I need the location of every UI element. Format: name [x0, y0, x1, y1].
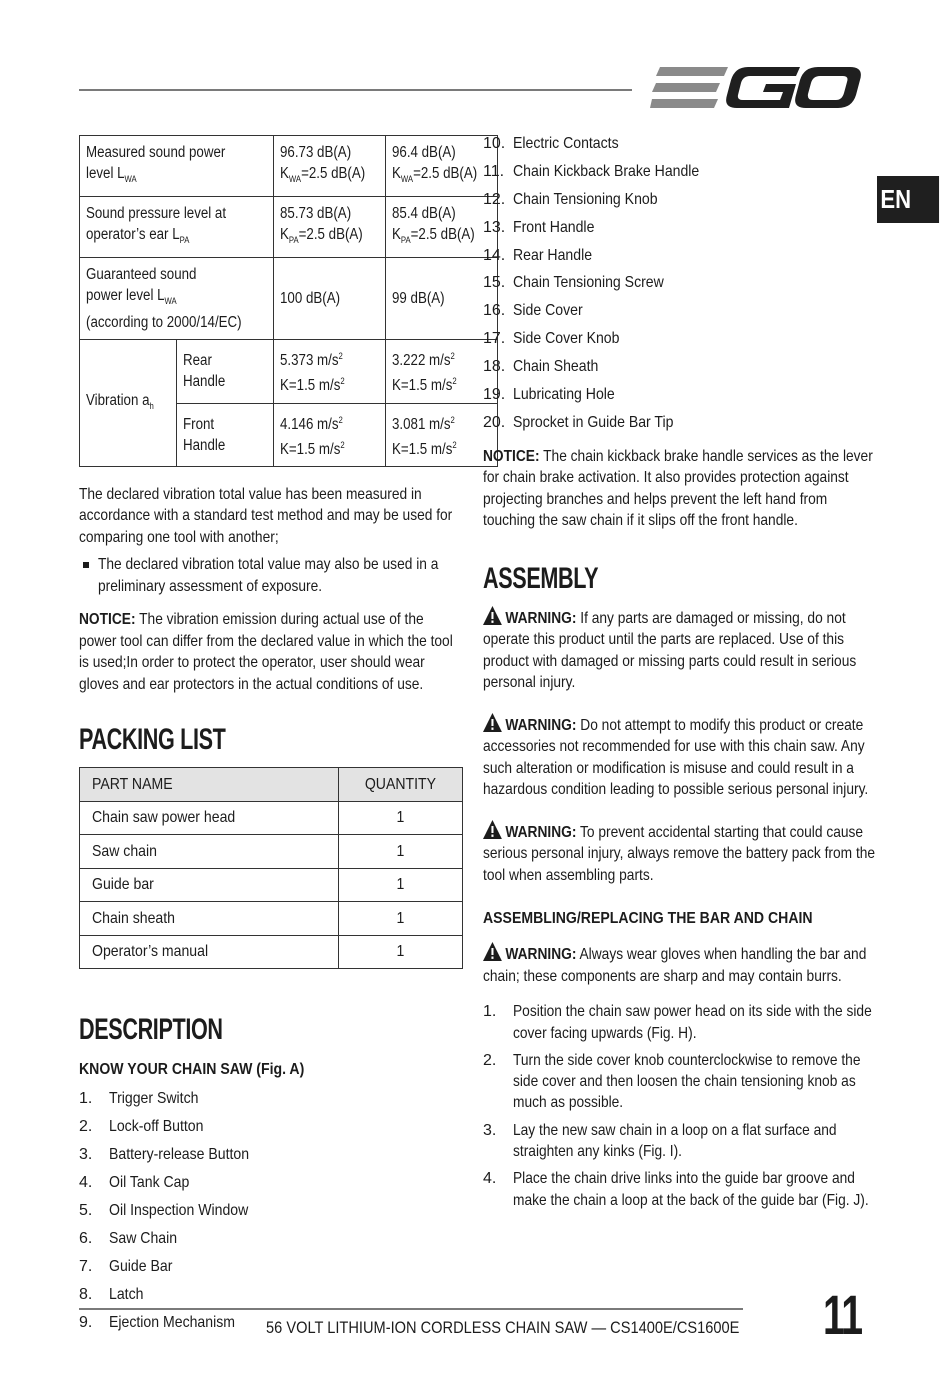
list-item: 16. Side Cover	[483, 302, 583, 320]
table-row: Measured sound power level $L_{WA}$ 96.73 dB(A) $K_{WA}=2.5$ dB(A) 96.4 dB(A) $K_{WA}=2.5$ dB(A)	[80, 136, 498, 197]
vibration-paragraph: The declared vibration total value has been measured in accordance with a standard test method and may be used for comparing one tool with another;	[79, 485, 453, 546]
know-your-chain-saw-heading: KNOW YOUR CHAIN SAW (Fig. A)	[79, 1061, 305, 1079]
list-item: 13. Front Handle	[483, 218, 595, 236]
table-cell: 85.73 dB(A)	[279, 205, 352, 223]
list-item: 18. Chain Sheath	[483, 358, 599, 376]
footer-rule	[79, 1308, 743, 1310]
warning-triangle-icon	[483, 820, 502, 839]
footer-product-title: 56 VOLT LITHIUM-ION CORDLESS CHAIN SAW — CS1400E/CS1600E	[266, 1318, 740, 1337]
table-row: Guaranteed sound power level $L_{WA}$ (according to 2000/14/EC) 100 dB(A) 99 dB(A)	[80, 258, 498, 340]
list-item: 9. Ejection Mechanism	[79, 1313, 235, 1331]
list-item: 6. Saw Chain	[79, 1229, 178, 1247]
packing-list-title: PACKING LIST	[79, 723, 226, 757]
table-cell: 96.4 dB(A)	[391, 144, 456, 161]
list-item: 17. Side Cover Knob	[483, 330, 620, 348]
subscript: WA	[124, 174, 137, 185]
warning-damaged-parts: WARNING: If any parts are damaged or missing, do not operate this product until the parts are replaced. Use of this product with damaged or missing parts could result in serious personal injury.	[483, 606, 878, 694]
sound-vibration-table	[79, 135, 498, 467]
warning-gloves: WARNING: Always wear gloves when handling the bar and chain; these components are sharp and may contain burrs.	[483, 942, 878, 987]
warning-remove-battery: WARNING: To prevent accidental starting that could cause serious personal injury, always remove the battery pack from the tool when assembling parts.	[483, 820, 878, 887]
header-rule	[79, 89, 632, 91]
description-title: DESCRIPTION	[79, 1013, 223, 1047]
list-item: 3. Battery-release Button	[79, 1146, 250, 1164]
parts-list-right	[483, 133, 878, 440]
table-cell: 99 dB(A)	[391, 290, 445, 308]
table-header-row	[80, 768, 463, 802]
list-item: 11. Chain Kickback Brake Handle	[483, 162, 700, 180]
warning-triangle-icon	[483, 606, 502, 625]
ego-logo	[650, 63, 862, 113]
warning-triangle-icon	[483, 942, 502, 961]
language-tab[interactable]: EN	[877, 176, 939, 223]
list-item: 15. Chain Tensioning Screw	[483, 274, 664, 292]
list-item: 12. Chain Tensioning Knob	[483, 190, 658, 208]
bar-chain-heading: ASSEMBLING/REPLACING THE BAR AND CHAIN	[483, 910, 813, 928]
table-row: Vibration $a_h$ Rear Handle 5.373 $m/s^2$ K=1.5 $m/s^2$ 3.222 $m/s^2$ K=1.5 $m/s^2$	[80, 340, 498, 403]
table-row: Sound pressure level at operator’s ear $L_{PA}$ 85.73 dB(A) $K_{PA}=2.5$ dB(A) 85.4 dB(A) $K_{PA}=2.5$ dB(A)	[80, 197, 498, 258]
kickback-notice: NOTICE: The chain kickback brake handle services as the lever for chain brake activation. It also provides protection against projecting branches and helps prevent the left hand from touching the saw chain if it slips off the front handle.	[483, 447, 873, 530]
column-header-quantity: QUANTITY	[364, 775, 437, 793]
table-row: Front Handle 4.146 $m/s^2$ K=1.5 $m/s^2$ 3.081 $m/s^2$ K=1.5 $m/s^2$	[80, 403, 498, 466]
list-item: 8. Latch	[79, 1285, 144, 1303]
assembly-steps	[483, 1001, 878, 1211]
list-item: 1. Position the chain saw power head on its side with the side cover facing upwards (Fig. H).	[483, 1003, 872, 1042]
list-item: 10. Electric Contacts	[483, 135, 619, 152]
list-item: 4. Place the chain drive links into the guide bar groove and make the chain a loop at the back of the guide bar (Fig. J).	[483, 1170, 869, 1209]
list-item: 1. Trigger Switch	[79, 1090, 199, 1108]
list-item: 14. Rear Handle	[483, 246, 593, 264]
table-row: Guide bar 1	[80, 868, 463, 902]
left-column	[79, 135, 478, 1339]
packing-list-table	[79, 767, 463, 969]
table-row: Saw chain 1	[80, 835, 463, 869]
table-row: Chain sheath 1	[80, 902, 463, 936]
table-cell: 85.4 dB(A)	[391, 205, 456, 223]
vibration-bullet: The declared vibration total value may also be used in a preliminary assessment of exposure.	[79, 554, 464, 597]
warning-triangle-icon	[483, 713, 502, 732]
table-cell: 96.73 dB(A)	[279, 144, 352, 161]
assembly-title: ASSEMBLY	[483, 561, 599, 595]
table-row: Chain saw power head 1	[80, 801, 463, 835]
vibration-notice: NOTICE: The vibration emission during actual use of the power tool can differ from the declared value in which the tool is used;In order to protect the operator, user should wear gloves and ear protectors in the actual conditions of use.	[79, 611, 453, 693]
table-cell: 100 dB(A)	[279, 290, 340, 308]
list-item: 2. Turn the side cover knob counterclockwise to remove the side cover and then loosen the chain tensioning knob as much as possible.	[483, 1051, 861, 1112]
list-item: 7. Guide Bar	[79, 1257, 173, 1275]
list-item: 5. Oil Inspection Window	[79, 1201, 249, 1219]
list-item: 2. Lock-off Button	[79, 1118, 204, 1136]
parts-list-left	[79, 1088, 464, 1339]
list-item: 20. Sprocket in Guide Bar Tip	[483, 413, 674, 431]
list-item: 3. Lay the new saw chain in a loop on a flat surface and straighten any kinks (Fig. I).	[483, 1121, 837, 1161]
page-number: 11	[823, 1283, 862, 1346]
right-column	[483, 133, 878, 1217]
warning-modification: WARNING: Do not attempt to modify this product or create accessories not recommended for use with this chain saw. Any such alteration or modification is misuse and could result in a hazardous condition leading to possible serious personal injury.	[483, 713, 878, 801]
table-row: Operator’s manual 1	[80, 935, 463, 969]
column-header-part-name: PART NAME	[92, 775, 173, 793]
list-item: 19. Lubricating Hole	[483, 386, 615, 404]
list-item: 4. Oil Tank Cap	[79, 1174, 190, 1192]
